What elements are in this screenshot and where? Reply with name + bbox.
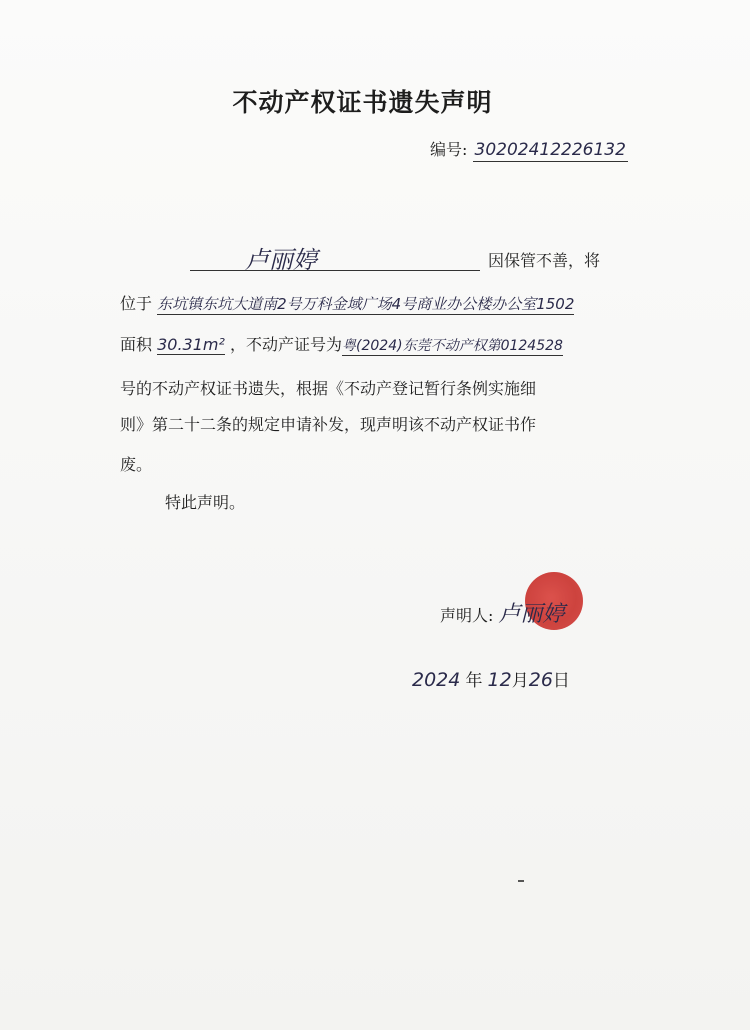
date-row xyxy=(412,666,570,691)
date-day-unit: 日 xyxy=(552,671,570,691)
number-label: 编号: xyxy=(430,140,468,159)
stray-pen-mark xyxy=(518,880,524,882)
after-name-text: 因保管不善，将 xyxy=(488,251,601,270)
body-line-2: 则》第二十二条的规定申请补发，现声明该不动产权证书作 xyxy=(120,415,537,434)
address-value: 东坑镇东坑大道南2号万科金域广场4号商业办公楼办公室1502 xyxy=(157,295,575,313)
date-year-unit: 年 xyxy=(465,671,483,691)
date-year: 2024 xyxy=(412,669,461,691)
declarant-name: 卢丽婷 xyxy=(245,246,317,274)
area-row xyxy=(120,332,563,356)
cert-value: 粤(2024)东莞不动产权第0124528 xyxy=(342,335,563,356)
address-row xyxy=(120,291,574,315)
name-underline xyxy=(190,240,480,274)
name-row xyxy=(190,240,601,275)
area-value: 30.31m² xyxy=(157,335,225,354)
declarant-label: 声明人: xyxy=(440,606,494,625)
date-month-unit: 月 xyxy=(511,671,529,691)
located-label: 位于 xyxy=(120,294,153,313)
body-line-1: 号的不动产权证书遗失，根据《不动产登记暂行条例实施细 xyxy=(120,379,537,398)
date-month: 12 xyxy=(487,669,512,691)
date-day: 26 xyxy=(528,669,553,691)
cert-label: ，不动产证号为 xyxy=(230,335,343,354)
body-line-3: 废。 xyxy=(120,455,153,474)
area-label: 面积 xyxy=(120,335,153,354)
closing-text: 特此声明。 xyxy=(165,493,246,512)
document-title: 不动产权证书遗失声明 xyxy=(232,88,493,117)
signature-row xyxy=(440,597,565,628)
signature: 卢丽婷 xyxy=(498,602,565,627)
number-row xyxy=(430,137,628,162)
number-value: 30202412226132 xyxy=(474,140,626,160)
